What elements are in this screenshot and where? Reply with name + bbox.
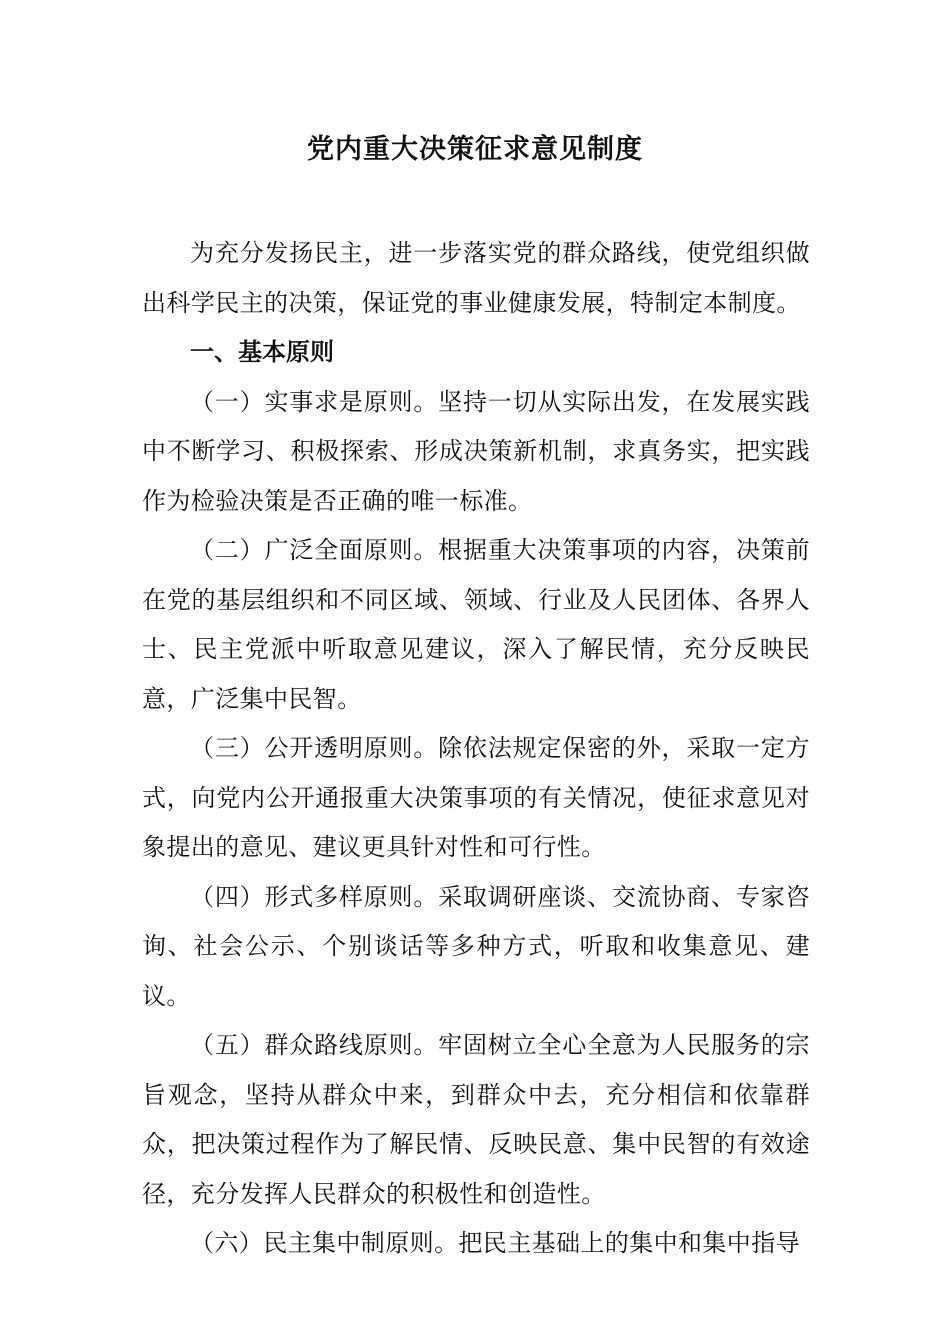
document-body [142,229,810,1269]
principle-paragraph-5: （五）群众路线原则。牢固树立全心全意为人民服务的宗旨观念，坚持从群众中来，到群众中去，充分相信和依靠群众，把决策过程作为了解民情、反映民意、集中民智的有效途径，充分发挥人民群众的积极性和创造性。 [142,1031,810,1208]
section-heading-basic-principles: 一、基本原则 [190,338,334,366]
principle-paragraph-4: （四）形式多样原则。采取调研座谈、交流协商、专家咨询、社会公示、个别谈话等多种方式，听取和收集意见、建议。 [142,882,810,1010]
principle-paragraph-6: （六）民主集中制原则。把民主基础上的集中和集中指导 [190,1229,800,1257]
document-title: 党内重大决策征求意见制度 [307,134,643,165]
principle-paragraph-1: （一）实事求是原则。坚持一切从实际出发，在发展实践中不断学习、积极探索、形成决策新机制，求真务实，把实践作为检验决策是否正确的唯一标准。 [142,387,810,515]
intro-paragraph: 为充分发扬民主，进一步落实党的群众路线，使党组织做出科学民主的决策，保证党的事业健康发展，特制定本制度。 [142,239,810,317]
principle-paragraph-3: （三）公开透明原则。除依法规定保密的外，采取一定方式，向党内公开通报重大决策事项的有关情况，使征求意见对象提出的意见、建议更具针对性和可行性。 [142,734,810,861]
principle-paragraph-2: （二）广泛全面原则。根据重大决策事项的内容，决策前在党的基层组织和不同区域、领域、行业及人民团体、各界人士、民主党派中听取意见建议，深入了解民情，充分反映民意，广泛集中民智。 [142,536,810,713]
